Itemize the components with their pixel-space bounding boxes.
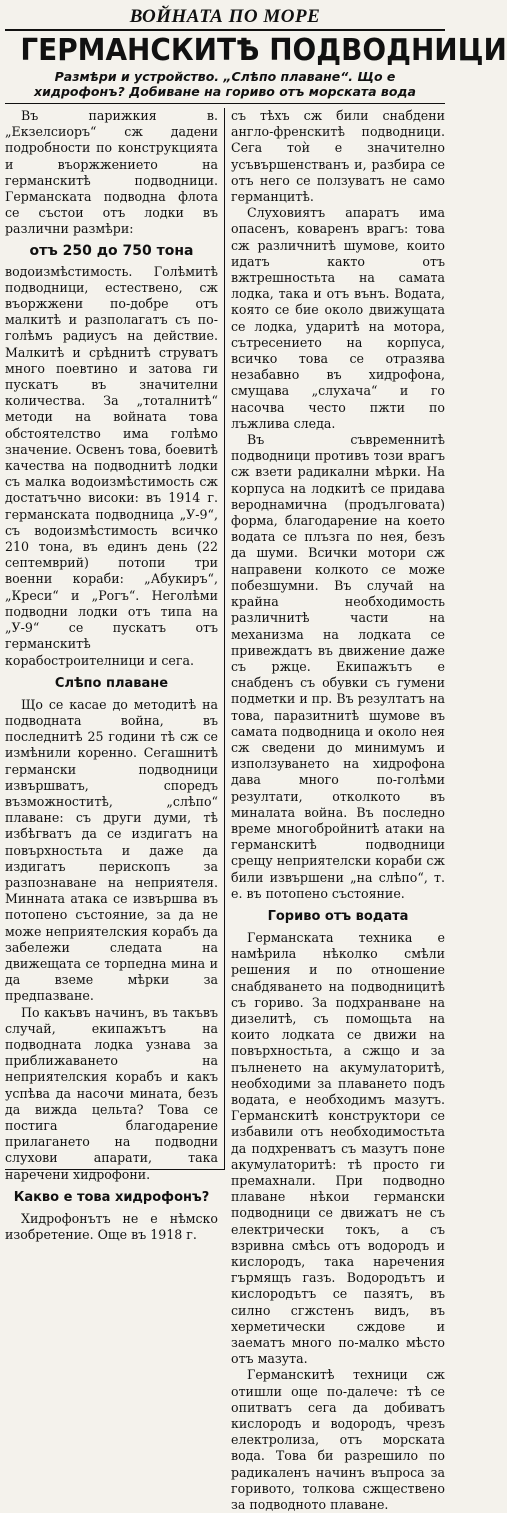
rubric-header: ВОЙНАТА ПО МОРЕ bbox=[5, 4, 445, 31]
paragraph: Що се касае до методитѣ на подводната война, въ последнитѣ 25 години тѣ сж се измѣнили коренно. Сегашнитѣ германски подводници извършватъ, споредъ възможноститѣ, „слѣпо“ плаване: съ други думи, тѣ избѣгватъ да се издигатъ на повърхностьта и даже да издигатъ перископъ за разпознаване на неприятеля. Минната атака се извършва въ потопено състояние, за да не може неприятелския корабъ да забележи следата на движещата се торпедна мина и да вземе мѣрки за предпазване. bbox=[5, 696, 218, 1004]
section-heading-blind-sailing: Слѣпо плаване bbox=[54, 675, 169, 691]
paragraph: Хидрофонътъ не е нѣмско изобретение. Още въ 1918 г. bbox=[5, 1210, 218, 1242]
paragraph: Въ парижкия в. „Екзелсиоръ“ сж дадени подробности по конструкцията и въоржжението на германскитѣ подводници. Германската подводна флота се състои отъ лодки въ различни размѣри: bbox=[5, 108, 218, 237]
right-column bbox=[225, 108, 445, 1513]
section-heading-fuel: Гориво отъ водата bbox=[267, 908, 409, 924]
article-columns bbox=[5, 108, 445, 1513]
paragraph: Слуховиятъ апаратъ има опасенъ, коваренъ врагъ: това сж различнитѣ шумове, които идатъ както отъ вжтрешностьта на самата лодка, така и отъ вънъ. Водата, която се бие около движущата се лодка, ударитѣ на мотора, сътресението на корпуса, всичко това се отразява незабавно въ хидрофона, смущава „слухача“ и го насочва често пжти по лъжлива следа. bbox=[231, 205, 445, 431]
article-headline: ГЕРМАНСКИТѢ ПОДВОДНИЦИ bbox=[20, 33, 507, 68]
tonnage-highlight: отъ 250 до 750 тона bbox=[29, 242, 194, 259]
paragraph: съ тѣхъ сж били снабдени англо-френскитѣ подводници. Сега тоѝ е значително усъвършенстванъ и, разбира се отъ него се ползуватъ не само германцитѣ. bbox=[231, 108, 445, 205]
paragraph: водоизмѣстимость. Голѣмитѣ подводници, естествено, сж въоржжени по-добре отъ малкитѣ и разполагатъ съ по-голѣмъ радиусъ на действие. Малкитѣ и срѣднитѣ струватъ много поевтино и затова ги пускатъ въ значителни количества. За „тоталнитѣ“ методи на войната това обстоятелство има голѣмо значение. Освенъ това, боевитѣ качества на подводнитѣ лодки съ малка водоизмѣстимость сж достатъчно високи: въ 1914 г. германската подводница „У-9“, съ водоизмѣстимость всичко 210 тона, въ единъ день (22 септемврий) потопи три военни кораби: „Абукиръ“, „Креси“ и „Рогъ“. Неголѣми подводни лодки отъ типа на „У-9“ се пускатъ отъ германскитѣ корабостроителници и сега. bbox=[5, 263, 218, 668]
article-subtitle: Размѣри и устройство. „Слѣпо плаване“. Що е хидрофонъ? Добиване на гориво отъ морската вода bbox=[5, 69, 445, 104]
paragraph: Германскитѣ техници сж отишли още по-далече: тѣ се опитватъ сега да добиватъ кислородъ и водородъ, чрезъ електролиза, отъ морската вода. Това би разрешило по радикаленъ начинъ въпроса за горивото, толкова сжществено за подводното плаване. bbox=[231, 1367, 445, 1513]
section-heading-hydrophone: Какво е това хидрофонъ? bbox=[13, 1189, 210, 1205]
paragraph: Въ съвременнитѣ подводници противъ този врагъ сж взети радикални мѣрки. На корпуса на лодкитѣ се придава вероднамична (продълговата) форма, благодарение на което водата се плъзга по нея, безъ да шуми. Всички мотори сж направени колкото се може побезшумни. Въ случай на крайна необходимость различнитѣ части на механизма на лодката се привеждатъ въ движение даже съ ржце. Екипажътъ е снабденъ съ обувки съ гумени подметки и пр. Въ резултатъ на това, паразитнитѣ шумове въ самата подводница и около нея сж сведени до минимумъ и използуването на хидрофона дава много по-голѣми резултати, отколкото въ миналата война. Въ последно време многобройнитѣ атаки на германскитѣ подводници срещу неприятелски кораби сж били извършени „на слѣпо“, т. е. въ потопено състояние. bbox=[231, 432, 445, 901]
left-column bbox=[5, 108, 225, 1242]
paragraph: По какъвъ начинъ, въ такъвъ случай, екипажътъ на подводната лодка узнава за приближаването на неприятелския корабъ и какъ успѣва да насочи мината, безъ да вижда цельта? Това се постига благодарение прилагането на подводни слухови апарати, така наречени хидрофони. bbox=[5, 1004, 218, 1182]
paragraph: Германската техника е намѣрила нѣколко смѣли решения и по отношение снабдяването на подводницитѣ съ гориво. За подхранване на дизелитѣ, съ помощьта на които лодката се движи на повърхностьта, а сжщо и за пълненето на акумулаторитѣ, необходими за плаването подъ водата, е необходимъ мазутъ. Германскитѣ конструктори се избавили отъ необходимостьта да подхрeнватъ съ мазутъ поне акумулаторитѣ: тѣ просто ги премахнали. При подводно плаване нѣкои германски подводници се движатъ не съ електрически токъ, а съ взривна смѣсь отъ водородъ и кислородъ, така наречения гърмящъ газъ. Водородътъ и кислородътъ се пазятъ, въ силно сгжстенъ видъ, въ херметически сждове и заематъ много по-малко мѣсто отъ мазута. bbox=[231, 929, 445, 1367]
